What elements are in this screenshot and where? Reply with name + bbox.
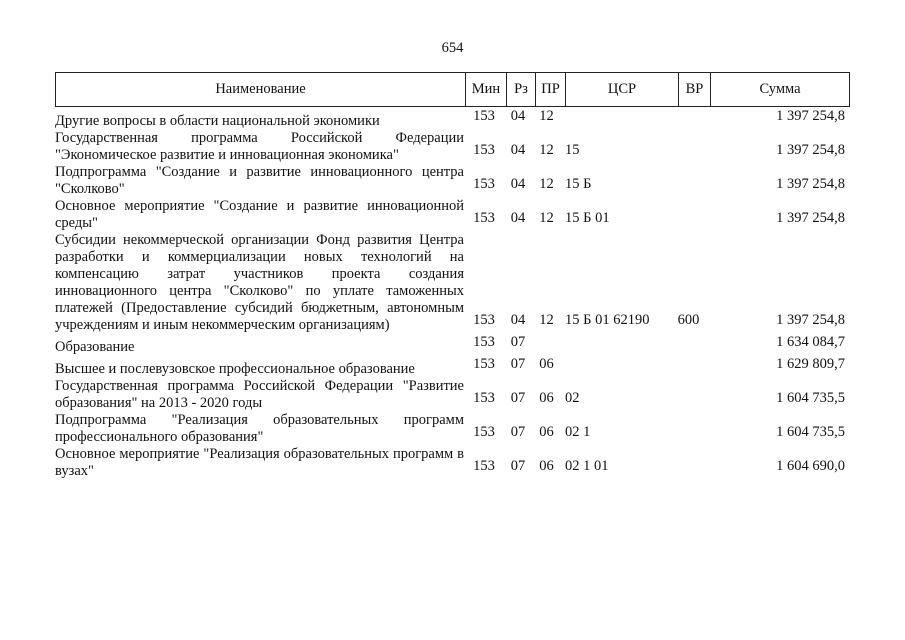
row-vr [673,446,704,480]
row-rz: 04 [510,312,526,328]
row-pr: 06 [539,356,554,372]
row-name-cell [55,232,464,334]
row-name: Государственная программа Российской Федерации "Развитие образования" на 2013 - 2020 годы [55,378,464,411]
budget-table [55,108,850,480]
row-csr [561,356,673,378]
row-pr: 06 [539,424,554,440]
row-csr: 15 Б 01 62190 [565,312,650,328]
row-vr [673,130,704,164]
header-csr: ЦСР [566,73,679,107]
row-rz: 04 [510,210,526,226]
row-sum: 1 397 254,8 [776,108,845,124]
row-rz: 07 [510,424,526,440]
page-number: 654 [441,40,464,56]
row-name-cell [55,378,464,412]
row-name-cell [55,334,464,356]
row-name-cell [55,198,464,232]
row-rz: 04 [510,108,526,124]
row-sum: 1 397 254,8 [776,210,845,226]
row-min: 153 [473,142,495,158]
table-row [55,334,850,356]
table-row [55,198,850,232]
row-pr: 06 [539,458,554,474]
row-csr [561,334,673,356]
row-sum: 1 629 809,7 [776,356,845,372]
row-vr [673,412,704,446]
row-csr [561,108,673,130]
row-name-cell [55,108,464,130]
row-name: Субсидии некоммерческой организации Фонд развития Центра разработки и коммерциализации новых технологий на компенсацию затрат участников проекта создания инновационного центра "Сколково" по уплате таможенных платежей (Предоставление субсидий бюджетным, автономным учреждениям и иным некоммерческим организациям) [55,232,464,333]
row-name: Основное мероприятие "Создание и развитие инновационной среды" [55,198,464,231]
table-row [55,446,850,480]
row-vr [673,356,704,378]
table-row [55,164,850,198]
row-pr [532,334,561,356]
row-csr: 02 [565,390,580,406]
row-name-cell [55,446,464,480]
row-rz: 04 [510,176,526,192]
row-min: 153 [473,424,495,440]
row-csr: 02 1 [565,424,591,440]
row-min: 153 [473,210,495,226]
row-rz: 07 [510,458,526,474]
row-pr: 12 [539,108,554,124]
row-rz: 07 [510,390,526,406]
row-pr: 12 [539,312,554,328]
row-csr: 15 Б [565,176,592,192]
row-rz: 07 [510,334,526,350]
row-csr: 02 1 01 [565,458,609,474]
header-min: Мин [466,73,507,107]
row-pr: 12 [539,210,554,226]
header-rz: Рз [507,73,536,107]
table-row [55,378,850,412]
row-vr [673,378,704,412]
row-min: 153 [473,312,495,328]
row-min: 153 [473,356,495,372]
row-csr: 15 Б 01 [565,210,610,226]
row-name: Основное мероприятие "Реализация образовательных программ в вузах" [55,446,464,479]
table-row [55,412,850,446]
row-min: 153 [473,334,495,350]
row-name: Другие вопросы в области национальной экономики [55,113,380,129]
row-pr: 06 [539,390,554,406]
header-pr: ПР [536,73,566,107]
row-sum: 1 397 254,8 [776,176,845,192]
row-vr [673,198,704,232]
row-rz: 04 [510,142,526,158]
row-name: Государственная программа Российской Федерации "Экономическое развитие и инновационная экономика" [55,130,464,163]
row-sum: 1 604 735,5 [776,424,845,440]
row-min: 153 [473,176,495,192]
row-sum: 1 397 254,8 [776,142,845,158]
row-vr [673,164,704,198]
row-vr [673,334,704,356]
row-csr: 15 [565,142,580,158]
row-vr [673,108,704,130]
row-name-cell [55,356,464,378]
row-sum: 1 604 735,5 [776,390,845,406]
table-body [55,108,850,480]
row-name: Высшее и послевузовское профессиональное образование [55,361,415,377]
row-min: 153 [473,458,495,474]
row-sum: 1 397 254,8 [776,312,845,328]
row-min: 153 [473,390,495,406]
row-vr: 600 [677,312,700,328]
row-pr: 12 [539,176,554,192]
row-rz: 07 [510,356,526,372]
header-vr: ВР [679,73,711,107]
row-pr: 12 [539,142,554,158]
table-row [55,130,850,164]
table-row [55,232,850,334]
row-min: 153 [473,108,495,124]
row-name-cell [55,130,464,164]
row-name: Подпрограмма "Реализация образовательных программ профессионального образования" [55,412,464,445]
table-row [55,108,850,130]
row-sum: 1 604 690,0 [776,458,845,474]
header-naimenovanie: Наименование [56,73,466,107]
header-summa: Сумма [711,73,850,107]
row-name-cell [55,412,464,446]
row-sum: 1 634 084,7 [776,334,845,350]
table-row [55,356,850,378]
table-header [55,72,850,107]
row-name: Образование [55,339,135,355]
row-name: Подпрограмма "Создание и развитие инновационного центра "Сколково" [55,164,464,197]
row-name-cell [55,164,464,198]
